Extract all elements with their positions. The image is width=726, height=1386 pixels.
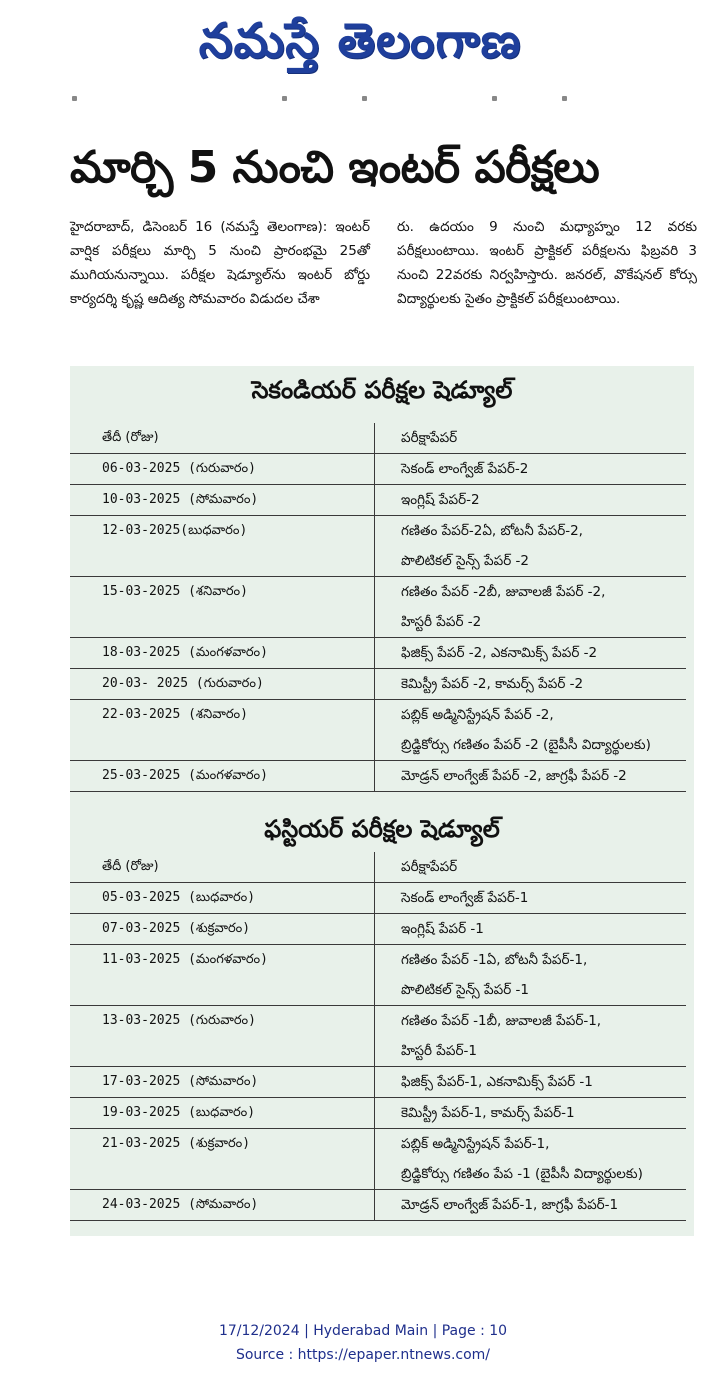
table-header-row bbox=[70, 423, 686, 454]
table-row bbox=[70, 1067, 686, 1098]
exam-paper-line: గణితం పేపర్ -2బీ, జువాలజీ పేపర్ -2, bbox=[401, 584, 606, 600]
table-row bbox=[70, 700, 686, 761]
table-row bbox=[70, 1098, 686, 1129]
paper-column-header: పరీక్షాపేపర్ bbox=[375, 423, 687, 454]
article-body-right: రు. ఉదయం 9 నుంచి మధ్యాహ్నం 12 వరకు పరీక్షలుంటాయి. ఇంటర్ ప్రాక్టికల్ పరీక్షలను ఫిబ్రవరి 3 నుంచి 22వరకు నిర్వహిస్తారు. జనరల్, వొకేషనల్ కోర్సు విద్యార్థులకు సైతం ప్రాక్టికల్ పరీక్షలుంటాయి. bbox=[397, 219, 697, 307]
footer-source: Source : https://epaper.ntnews.com/ bbox=[235, 1347, 491, 1363]
exam-date: 17-03-2025 (సోమవారం) bbox=[70, 1067, 375, 1098]
masthead-rule bbox=[72, 96, 692, 102]
exam-paper bbox=[375, 883, 687, 914]
exam-date: 11-03-2025 (మంగళవారం) bbox=[70, 945, 375, 1006]
exam-paper-line: ఇంగ్లిష్ పేపర్ -1 bbox=[401, 921, 484, 937]
exam-paper-line: కెమిస్ట్రీ పేపర్-1, కామర్స్ పేపర్-1 bbox=[401, 1105, 575, 1121]
exam-paper-line: మోడ్రన్ లాంగ్వేజ్ పేపర్-1, జాగ్రఫీ పేపర్-1 bbox=[401, 1197, 619, 1213]
exam-paper-line: హిస్టరీ పేపర్-1 bbox=[401, 1043, 477, 1059]
second-year-title: సెకండియర్ పరీక్షల షెడ్యూల్ bbox=[251, 376, 513, 404]
exam-date: 19-03-2025 (బుధవారం) bbox=[70, 1098, 375, 1129]
exam-paper bbox=[375, 1067, 687, 1098]
exam-paper bbox=[375, 454, 687, 485]
exam-date: 24-03-2025 (సోమవారం) bbox=[70, 1190, 375, 1221]
table-row bbox=[70, 1190, 686, 1221]
exam-paper-line: పొలిటికల్ సైన్స్ పేపర్ -1 bbox=[401, 982, 529, 998]
exam-date: 20-03- 2025 (గురువారం) bbox=[70, 669, 375, 700]
date-column-header: తేదీ (రోజు) bbox=[70, 423, 375, 454]
exam-paper-line: ఫిజిక్స్ పేపర్-1, ఎకనామిక్స్ పేపర్ -1 bbox=[401, 1074, 593, 1090]
table-header-row bbox=[70, 852, 686, 883]
table-row bbox=[70, 883, 686, 914]
table-row bbox=[70, 638, 686, 669]
first-year-title: ఫస్టియర్ పరీక్షల షెడ్యూల్ bbox=[264, 815, 500, 843]
newspaper-masthead: నమస్తే తెలంగాణ bbox=[198, 13, 522, 69]
exam-paper bbox=[375, 1190, 687, 1221]
exam-paper-line: పొలిటికల్ సైన్స్ పేపర్ -2 bbox=[401, 553, 529, 569]
exam-paper-line: ఇంగ్లిష్ పేపర్-2 bbox=[401, 492, 480, 508]
exam-date: 12-03-2025(బుధవారం) bbox=[70, 516, 375, 577]
exam-date: 21-03-2025 (శుక్రవారం) bbox=[70, 1129, 375, 1190]
exam-date: 05-03-2025 (బుధవారం) bbox=[70, 883, 375, 914]
footer-date-edition: 17/12/2024 | Hyderabad Main | Page : 10 bbox=[218, 1323, 508, 1339]
exam-paper bbox=[375, 914, 687, 945]
exam-paper bbox=[375, 638, 687, 669]
exam-date: 18-03-2025 (మంగళవారం) bbox=[70, 638, 375, 669]
exam-paper bbox=[375, 700, 687, 761]
exam-paper-line: పబ్లిక్ అడ్మినిస్ట్రేషన్ పేపర్ -2, bbox=[401, 707, 554, 723]
exam-date: 25-03-2025 (మంగళవారం) bbox=[70, 761, 375, 792]
exam-paper-line: ఫిజిక్స్ పేపర్ -2, ఎకనామిక్స్ పేపర్ -2 bbox=[401, 645, 598, 661]
exam-date: 15-03-2025 (శనివారం) bbox=[70, 577, 375, 638]
date-column-header: తేదీ (రోజు) bbox=[70, 852, 375, 883]
table-row bbox=[70, 516, 686, 577]
exam-paper bbox=[375, 577, 687, 638]
exam-paper bbox=[375, 485, 687, 516]
exam-date: 10-03-2025 (సోమవారం) bbox=[70, 485, 375, 516]
first-year-table bbox=[70, 852, 686, 1221]
exam-paper bbox=[375, 945, 687, 1006]
exam-paper-line: మోడ్రన్ లాంగ్వేజ్ పేపర్ -2, జాగ్రఫీ పేపర్ -2 bbox=[401, 768, 627, 784]
exam-paper-line: హిస్టరీ పేపర్ -2 bbox=[401, 614, 482, 630]
exam-paper-line: గణితం పేపర్-2ఏ, బోటనీ పేపర్-2, bbox=[401, 523, 583, 539]
table-row bbox=[70, 669, 686, 700]
exam-paper bbox=[375, 761, 687, 792]
article-body-left: హైదరాబాద్, డిసెంబర్ 16 (నమస్తే తెలంగాణ): ఇంటర్ వార్షిక పరీక్షలు మార్చి 5 నుంచి ప్రారంభమై 25తో ముగియనున్నాయి. పరీక్షల షెడ్యూల్‌ను ఇంటర్ బోర్డు కార్యదర్శి కృష్ణ ఆదిత్య సోమవారం విడుదల చేశా bbox=[70, 219, 370, 307]
exam-date: 13-03-2025 (గురువారం) bbox=[70, 1006, 375, 1067]
exam-paper bbox=[375, 1129, 687, 1190]
exam-date: 22-03-2025 (శనివారం) bbox=[70, 700, 375, 761]
exam-paper-line: బ్రిడ్జికోర్సు గణితం పేపర్ -2 (బైపీసీ విద్యార్థులకు) bbox=[401, 737, 651, 753]
exam-paper bbox=[375, 1098, 687, 1129]
table-row bbox=[70, 761, 686, 792]
exam-paper bbox=[375, 669, 687, 700]
table-row bbox=[70, 577, 686, 638]
paper-column-header: పరీక్షాపేపర్ bbox=[375, 852, 687, 883]
exam-paper-line: గణితం పేపర్ -1బీ, జువాలజీ పేపర్-1, bbox=[401, 1013, 602, 1029]
exam-paper-line: కెమిస్ట్రీ పేపర్ -2, కామర్స్ పేపర్ -2 bbox=[401, 676, 584, 692]
exam-paper bbox=[375, 1006, 687, 1067]
table-row bbox=[70, 485, 686, 516]
exam-paper-line: పబ్లిక్ అడ్మినిస్ట్రేషన్ పేపర్-1, bbox=[401, 1136, 550, 1152]
exam-paper-line: బ్రిడ్జికోర్సు గణితం పేప -1 (బైపీసీ విద్యార్థులకు) bbox=[401, 1166, 643, 1182]
table-row bbox=[70, 1006, 686, 1067]
article-headline: మార్చి 5 నుంచి ఇంటర్ పరీక్షలు bbox=[70, 142, 600, 193]
table-row bbox=[70, 1129, 686, 1190]
table-row bbox=[70, 454, 686, 485]
table-row bbox=[70, 945, 686, 1006]
table-row bbox=[70, 914, 686, 945]
exam-paper-line: గణితం పేపర్ -1ఏ, బోటనీ పేపర్-1, bbox=[401, 952, 588, 968]
exam-date: 07-03-2025 (శుక్రవారం) bbox=[70, 914, 375, 945]
second-year-table bbox=[70, 423, 686, 792]
exam-paper-line: సెకండ్ లాంగ్వేజ్ పేపర్-1 bbox=[401, 890, 529, 906]
exam-paper bbox=[375, 516, 687, 577]
exam-date: 06-03-2025 (గురువారం) bbox=[70, 454, 375, 485]
exam-paper-line: సెకండ్ లాంగ్వేజ్ పేపర్-2 bbox=[401, 461, 529, 477]
